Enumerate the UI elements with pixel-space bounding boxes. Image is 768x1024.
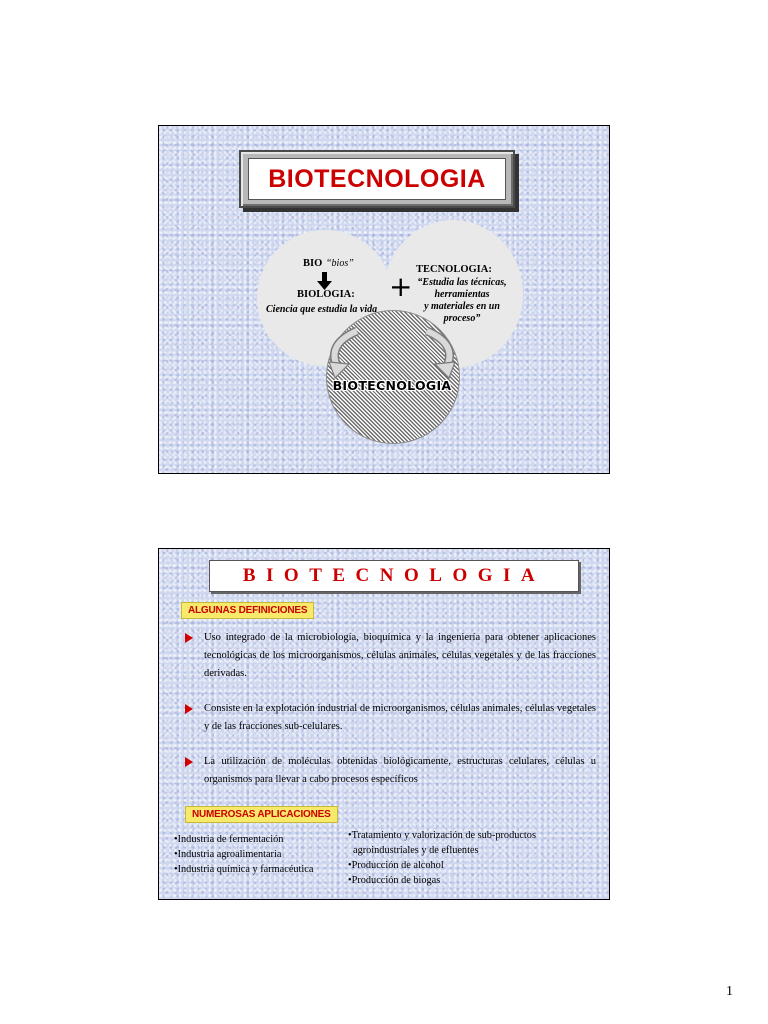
- definitions-tag: ALGUNAS DEFINICIONES: [181, 602, 314, 619]
- definition-item: [184, 700, 596, 736]
- definition-item: [184, 629, 596, 683]
- tecnologia-label: TECNOLOGIA:: [416, 264, 492, 275]
- application-item: •Producción de biogas: [348, 875, 441, 886]
- applications-left-list: [174, 832, 313, 877]
- definition-text: Uso integrado de la microbiología, bioquímica y la ingeniería para obtener aplicaciones tecnológicas de los microorganismos, células animales, células vegetales y de las fracciones derivadas.: [204, 632, 596, 679]
- biotecnologia-result-label: BIOTECNOLOGIA: [332, 378, 452, 393]
- definition-text: La utilización de moléculas obtenidas biológicamente, estructuras celulares, células u organismos para llevar a cabo procesos específicos: [204, 756, 596, 785]
- tecnologia-description: [407, 277, 517, 325]
- bio-label: BIO: [303, 258, 323, 269]
- arrow-bullet-icon: [185, 757, 193, 767]
- definition-text: Consiste en la explotación industrial de microorganismos, células animales, células vegetales y de las fracciones sub-celulares.: [204, 703, 596, 732]
- biologia-label: BIOLOGIA:: [297, 289, 355, 300]
- slide-1: [158, 125, 610, 474]
- tecnologia-desc-line-3: y materiales en un: [424, 301, 500, 312]
- slide-2: [158, 548, 610, 900]
- definitions-list: [184, 629, 596, 806]
- application-item: agroindustriales y de efluentes: [353, 845, 479, 856]
- definition-item: [184, 753, 596, 789]
- arrow-bullet-icon: [185, 704, 193, 714]
- application-item: •Industria de fermentación: [174, 834, 284, 845]
- plus-sign: +: [389, 270, 413, 303]
- arrow-bullet-icon: [185, 633, 193, 643]
- bios-label: “bios”: [326, 258, 354, 269]
- slide-2-title: BIOTECNOLOGIA: [209, 560, 579, 592]
- applications-tag: NUMEROSAS APLICACIONES: [185, 806, 338, 823]
- biologia-description: Ciencia que estudia la vida: [266, 304, 378, 315]
- down-arrow-icon: [317, 272, 332, 290]
- tecnologia-desc-line-4: proceso”: [443, 313, 481, 324]
- right-curved-arrow-icon: [427, 331, 455, 378]
- application-item: •Industria química y farmacéutica: [174, 864, 314, 875]
- application-item: •Tratamiento y valorización de sub-productos: [348, 830, 536, 841]
- left-curved-arrow-icon: [329, 331, 357, 378]
- application-item: •Industria agroalimentaria: [174, 849, 282, 860]
- diagram-arrows: [159, 126, 609, 473]
- application-item: •Producción de alcohol: [348, 860, 444, 871]
- applications-right-list: [348, 828, 536, 888]
- slide-1-title: BIOTECNOLOGIA: [248, 158, 506, 200]
- tecnologia-desc-line-2: herramientas: [434, 289, 490, 300]
- tecnologia-desc-line-1: “Estudia las técnicas,: [417, 277, 507, 288]
- page-number: 1: [726, 984, 733, 999]
